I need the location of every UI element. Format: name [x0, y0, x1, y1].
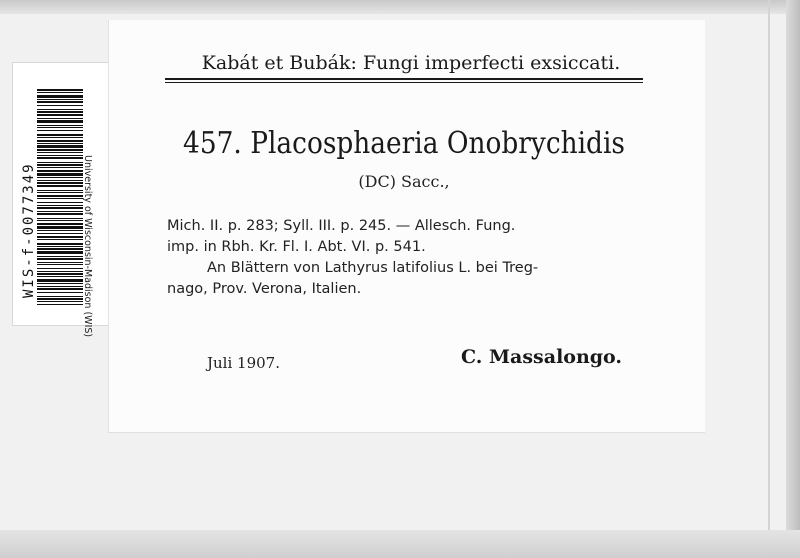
- author-citation: (DC) Sacc.,: [358, 172, 450, 191]
- barcode-code: WIS-f-0077349: [21, 162, 37, 298]
- references-block: [167, 216, 653, 300]
- reference-line: Mich. II. p. 283; Syll. III. p. 245. — Allesch. Fung.: [167, 218, 516, 234]
- locality-line: An Blättern von Lathyrus latifolius L. bei Treg-: [207, 260, 539, 276]
- specimen-label: [108, 20, 705, 433]
- collection-date: Juli 1907.: [207, 354, 280, 372]
- sheet-right-edge: [786, 0, 800, 558]
- reference-line: imp. in Rbh. Kr. Fl. I. Abt. VI. p. 541.: [167, 239, 426, 255]
- locality-line: nago, Prov. Verona, Italien.: [167, 281, 362, 297]
- sheet-top-edge: [0, 0, 800, 14]
- header-rule: [165, 78, 643, 80]
- barcode-image: [37, 89, 83, 305]
- fold-line: [768, 0, 770, 558]
- header-rule-thin: [165, 82, 643, 83]
- specimen-title: 457. Placosphaeria Onobrychidis: [183, 126, 625, 161]
- collector-name: C. Massalongo.: [461, 346, 623, 368]
- barcode-institution: University of Wisconsin-Madison (WIS): [82, 155, 93, 338]
- series-header: Kabát et Bubák: Fungi imperfecti exsiccati.: [201, 52, 621, 74]
- envelope-fold: [0, 530, 800, 558]
- barcode-label: [12, 62, 110, 338]
